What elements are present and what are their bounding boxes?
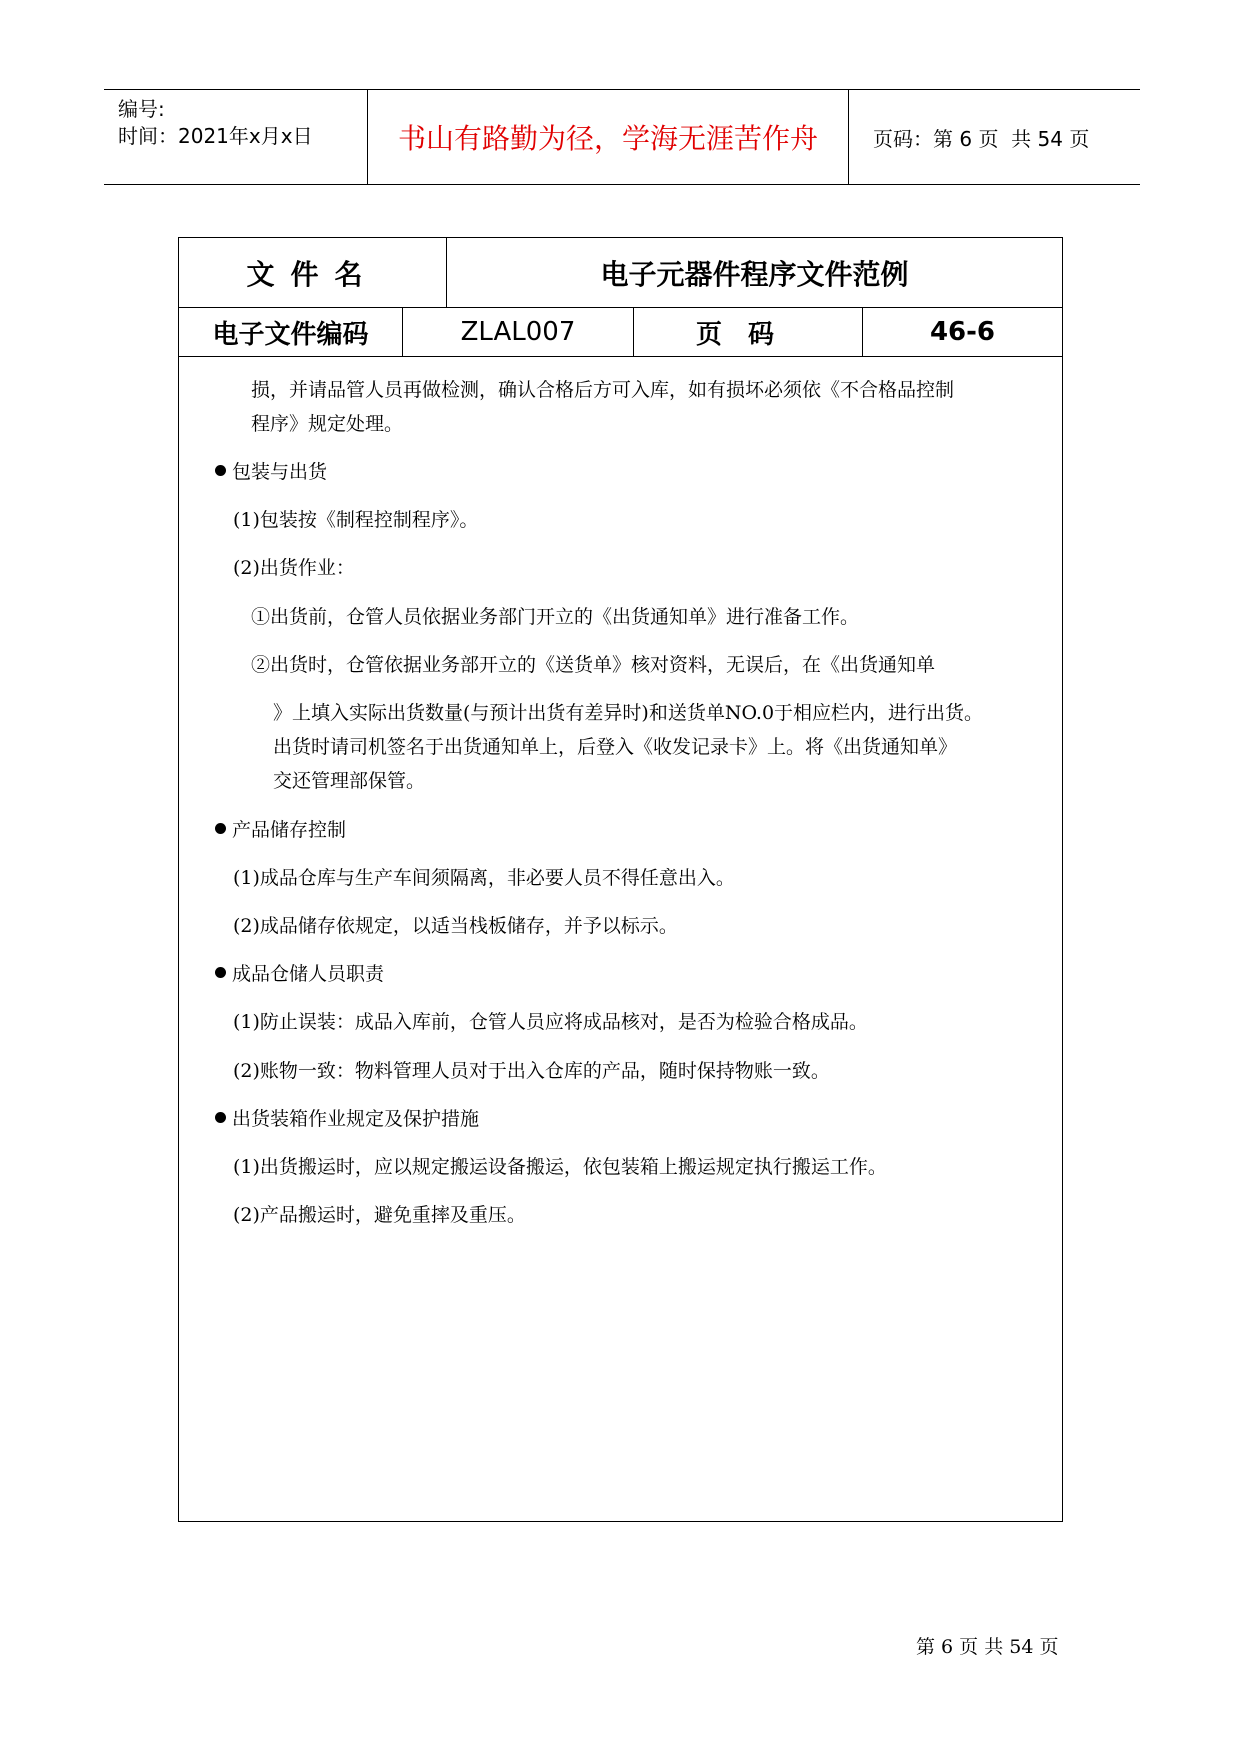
body-line: (2)产品搬运时，避免重摔及重压。 (233, 1204, 526, 1226)
body-line: ②出货时，仓管依据业务部开立的《送货单》核对资料，无误后，在《出货通知单 (251, 654, 936, 676)
body-line: ①出货前，仓管人员依据业务部门开立的《出货通知单》进行准备工作。 (251, 606, 860, 628)
body-line: 》上填入实际出货数量(与预计出货有差异时)和送货单NO.0于相应栏内，进行出货。 (273, 702, 984, 724)
bullet-icon (215, 967, 226, 978)
header-page-label: 页码：第 6 页 共 54 页 (873, 126, 1090, 151)
body-line: 程序》规定处理。 (251, 413, 404, 435)
body-line: (2)成品储存依规定，以适当栈板储存，并予以标示。 (233, 915, 678, 937)
body-line: (1)防止误装：成品入库前，仓管人员应将成品核对，是否为检验合格成品。 (233, 1011, 868, 1033)
code-value: ZLAL007 (403, 308, 634, 356)
page-footer: 第 6 页 共 54 页 (916, 1636, 1059, 1658)
time-label: 时间：2021年x月x日 (118, 124, 313, 148)
body-line: (1)出货搬运时，应以规定搬运设备搬运，依包装箱上搬运规定执行搬运工作。 (233, 1156, 887, 1178)
page-code-label: 页码 (634, 308, 863, 356)
body-line: 交还管理部保管。 (273, 770, 426, 792)
document-table (178, 237, 1063, 1522)
bullet-icon (215, 1112, 226, 1123)
page-code-value: 46-6 (929, 317, 996, 347)
code-label: 电子文件编码 (179, 308, 403, 356)
body-line: (2)出货作业： (233, 557, 355, 579)
file-name: 电子元器件程序文件范例 (600, 257, 909, 291)
header-meta (104, 90, 368, 184)
bullet-icon (215, 823, 226, 834)
body-line: 损，并请品管人员再做检测，确认合格后方可入库，如有损坏必须依《不合格品控制 (251, 379, 955, 401)
section-heading: 成品仓储人员职责 (215, 957, 384, 991)
body-line: (1)包装按《制程控制程序》。 (233, 509, 479, 531)
page-header (104, 89, 1140, 185)
body-line: 出货时请司机签名于出货通知单上，后登入《收发记录卡》上。将《出货通知单》 (273, 736, 958, 758)
bullet-icon (215, 465, 226, 476)
body-line: (1)成品仓库与生产车间须隔离，非必要人员不得任意出入。 (233, 867, 735, 889)
section-heading: 包装与出货 (215, 455, 327, 489)
motto: 书山有路勤为径，学海无涯苦作舟 (368, 90, 849, 184)
body-line: (2)账物一致：物料管理人员对于出入仓库的产品，随时保持物账一致。 (233, 1060, 830, 1082)
section-heading: 出货装箱作业规定及保护措施 (215, 1102, 479, 1136)
code-row (179, 308, 1062, 357)
number-label: 编号: (118, 97, 165, 121)
section-heading: 产品储存控制 (215, 813, 346, 847)
title-row (179, 238, 1062, 308)
file-name-label: 文件名 (179, 238, 447, 307)
